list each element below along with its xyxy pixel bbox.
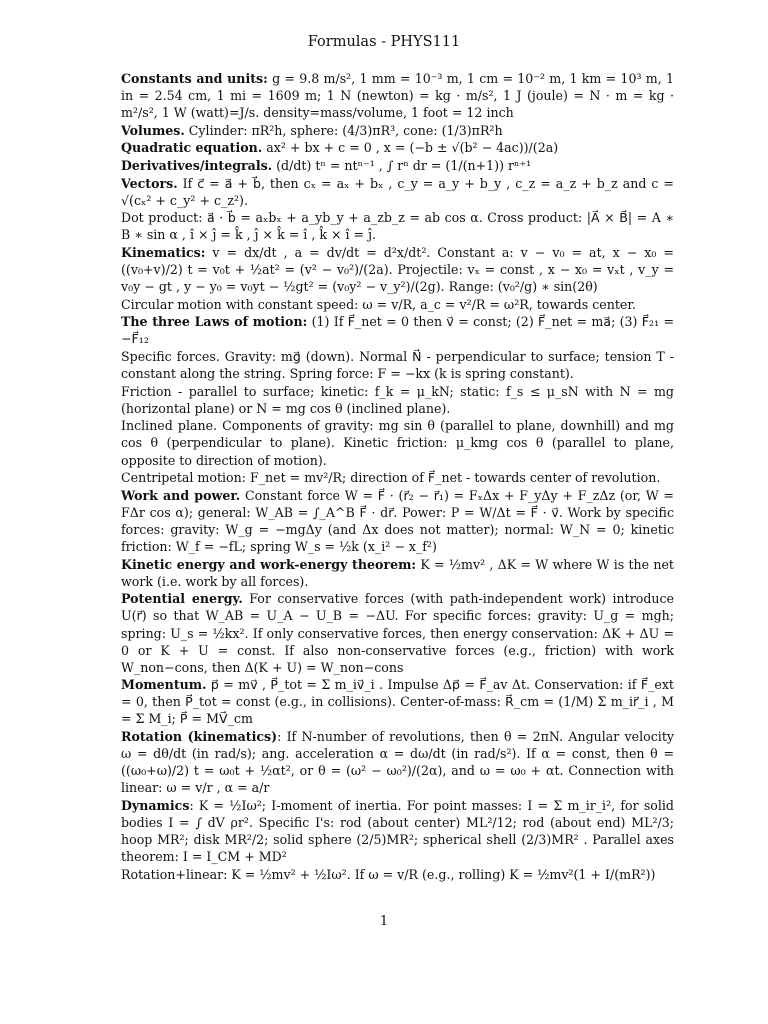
section-heading: Kinetic energy and work-energy theorem: (121, 556, 417, 572)
section-volumes (121, 122, 674, 139)
section-body: p⃗ = mv⃗ , P⃗_tot = Σ m_iv⃗_i . Impulse Δp⃗ = F⃗_av Δt. Conservation: if F⃗_ext = 0, then P⃗_tot = const (e.g., in collisions). Center-of-mass: R⃗_cm = (1/M) Σ m_ir⃗_i , M = Σ M_i; P⃗ = MV⃗_cm (121, 677, 674, 727)
page-number: 1 (379, 914, 389, 929)
section-body: : K = ½Iω²; I-moment of inertia. For point masses: I = Σ m_ir_i², for solid bodies I = ∫ dV ρr². Specific I's: rod (about center) ML²/12; rod (about end) ML²/3; hoop MR²; disk MR²/2; solid sphere (2/5)MR²; spherical shell (2/3)MR² . Parallel axes theorem: I = I_CM + MD² (121, 797, 674, 865)
section-heading: Volumes. (121, 122, 185, 138)
formula-sheet (121, 70, 674, 883)
section-heading: Derivatives/integrals. (121, 157, 273, 173)
section-inclined-plane (121, 417, 674, 468)
section-body: ax² + bx + c = 0 , x = (−b ± √(b² − 4ac))/(2a) (262, 140, 559, 156)
section-derivatives-integrals (121, 157, 674, 174)
section-heading: Momentum. (121, 677, 207, 693)
section-circular-motion (121, 296, 674, 313)
section-body: Constant force W = F⃗ · (r⃗₂ − r⃗₁) = FₓΔx + F_yΔy + F_zΔz (or, W = FΔr cos α); general: W_AB = ∫_A^B F⃗ · dr⃗. Power: P = W/Δt = F⃗ · v⃗. Work by specific forces: gravity: W_g = −mgΔy (and Δx does not matter); normal: W_N = 0; kinetic friction: W_f = −fL; spring W_s = ½k (x_i² − x_f²) (121, 487, 674, 555)
section-body: Inclined plane. Components of gravity: mg sin θ (parallel to plane, downhill) and mg cos θ (perpendicular to plane). Kinetic friction: μ_kmg cos θ (parallel to plane, opposite to direction of motion). (121, 418, 674, 468)
section-kinetic-energy (121, 556, 674, 590)
section-heading: The three Laws of motion: (121, 314, 308, 330)
section-friction (121, 383, 674, 417)
section-heading: Work and power. (121, 487, 241, 503)
section-body: Cylinder: πR²h, sphere: (4/3)πR³, cone: (1/3)πR²h (184, 122, 503, 138)
section-work-power (121, 487, 674, 555)
section-dot-cross-product (121, 209, 674, 243)
section-heading: Dynamics (121, 797, 190, 813)
section-laws-of-motion (121, 313, 674, 347)
section-body: Centripetal motion: F_net = mv²/R; direction of F⃗_net - towards center of revolution. (121, 470, 661, 486)
section-body: (1) If F⃗_net = 0 then v⃗ = const; (2) F⃗_net = ma⃗; (3) F⃗₂₁ = −F⃗₁₂ (121, 314, 674, 347)
section-rotation-linear (121, 866, 674, 883)
section-body: Specific forces. Gravity: mg⃗ (down). Normal N⃗ - perpendicular to surface; tension T - constant along the string. Spring force: F = −kx (k is spring constant). (121, 349, 674, 382)
section-body: : If N-number of revolutions, then θ = 2πN. Angular velocity ω = dθ/dt (in rad/s); ang. acceleration α = dω/dt (in rad/s²). If α = const, then θ = ((ω₀+ω)/2) t = ω₀t + ½αt², or θ = (ω² − ω₀²)/(2α), and ω = ω₀ + αt. Connection with linear: ω = v/r , α = a/r (121, 729, 674, 796)
section-kinematics (121, 244, 674, 295)
section-specific-forces (121, 348, 674, 382)
section-vectors (121, 175, 674, 209)
page-header: Formulas - PHYS111 (307, 34, 461, 50)
section-body: If c⃗ = a⃗ + b⃗, then cₓ = aₓ + bₓ , c_y = a_y + b_y , c_z = a_z + b_z and c = √(cₓ² + c_y² + c_z²). (121, 175, 674, 208)
section-body: g = 9.8 m/s², 1 mm = 10⁻³ m, 1 cm = 10⁻² m, 1 km = 10³ m, 1 in = 2.54 cm, 1 mi = 1609 m; 1 N (newton) = kg · m/s², 1 J (joule) = N · m = kg · m²/s², 1 W (watt)=J/s. density=mass/volume, 1 foot = 12 inch (121, 71, 674, 121)
section-heading: Constants and units: (121, 71, 268, 86)
section-body: K = ½mv² , ΔK = W where W is the net work (i.e. work by all forces). (121, 556, 674, 589)
section-body: For conservative forces (with path-independent work) introduce U(r⃗) so that W_AB = U_A − U_B = −ΔU. For specific forces: gravity: U_g = mgh; spring: U_s = ½kx². If only conservative forces, then energy conservation: ΔK + ΔU = 0 or K + U = const. If also non-conservative forces (e.g., friction) with work W_non−cons, then Δ(K + U) = W_non−cons (121, 591, 675, 675)
section-constants-units (121, 70, 674, 121)
section-heading: Quadratic equation. (121, 140, 263, 156)
section-body: Dot product: a⃗ · b⃗ = aₓbₓ + a_yb_y + a_zb_z = ab cos α. Cross product: |A⃗ × B⃗| = A ∗ B ∗ sin α , î × ĵ = k̂ , ĵ × k̂ = î , k̂ × î = ĵ. (121, 210, 674, 243)
section-heading: Vectors. (121, 175, 178, 191)
section-heading: Rotation (kinematics) (121, 729, 278, 745)
section-body: Rotation+linear: K = ½mv² + ½Iω². If ω = v/R (e.g., rolling) K = ½mv²(1 + I/(mR²)) (121, 866, 656, 882)
section-centripetal-motion (121, 469, 674, 486)
section-body: Friction - parallel to surface; kinetic: f_k = μ_kN; static: f_s ≤ μ_sN with N = mg (horizontal plane) or N = mg cos θ (inclined plane). (121, 383, 674, 416)
section-body: (d/dt) tⁿ = ntⁿ⁻¹ , ∫ rⁿ dr = (1/(n+1)) rⁿ⁺¹ (272, 157, 532, 173)
section-quadratic-equation (121, 139, 674, 156)
section-heading: Potential energy. (121, 591, 243, 607)
section-body: v = dx/dt , a = dv/dt = d²x/dt². Constant a: v − v₀ = at, x − x₀ = ((v₀+v)/2) t = v₀t + ½at² = (v² − v₀²)/(2a). Projectile: vₓ = const , x − x₀ = vₓt , v_y = v₀y − gt , y − y₀ = v₀yt − ½gt² = (v₀y² − v_y²)/(2g). Range: (v₀²/g) ∗ sin(2θ) (121, 244, 674, 295)
section-dynamics (121, 797, 674, 865)
section-momentum (121, 676, 674, 727)
section-body: Circular motion with constant speed: ω = v/R, a_c = v²/R = ω²R, towards center. (121, 296, 636, 312)
section-rotation-kinematics (121, 728, 674, 796)
section-heading: Kinematics: (121, 244, 206, 260)
section-potential-energy (121, 590, 674, 675)
